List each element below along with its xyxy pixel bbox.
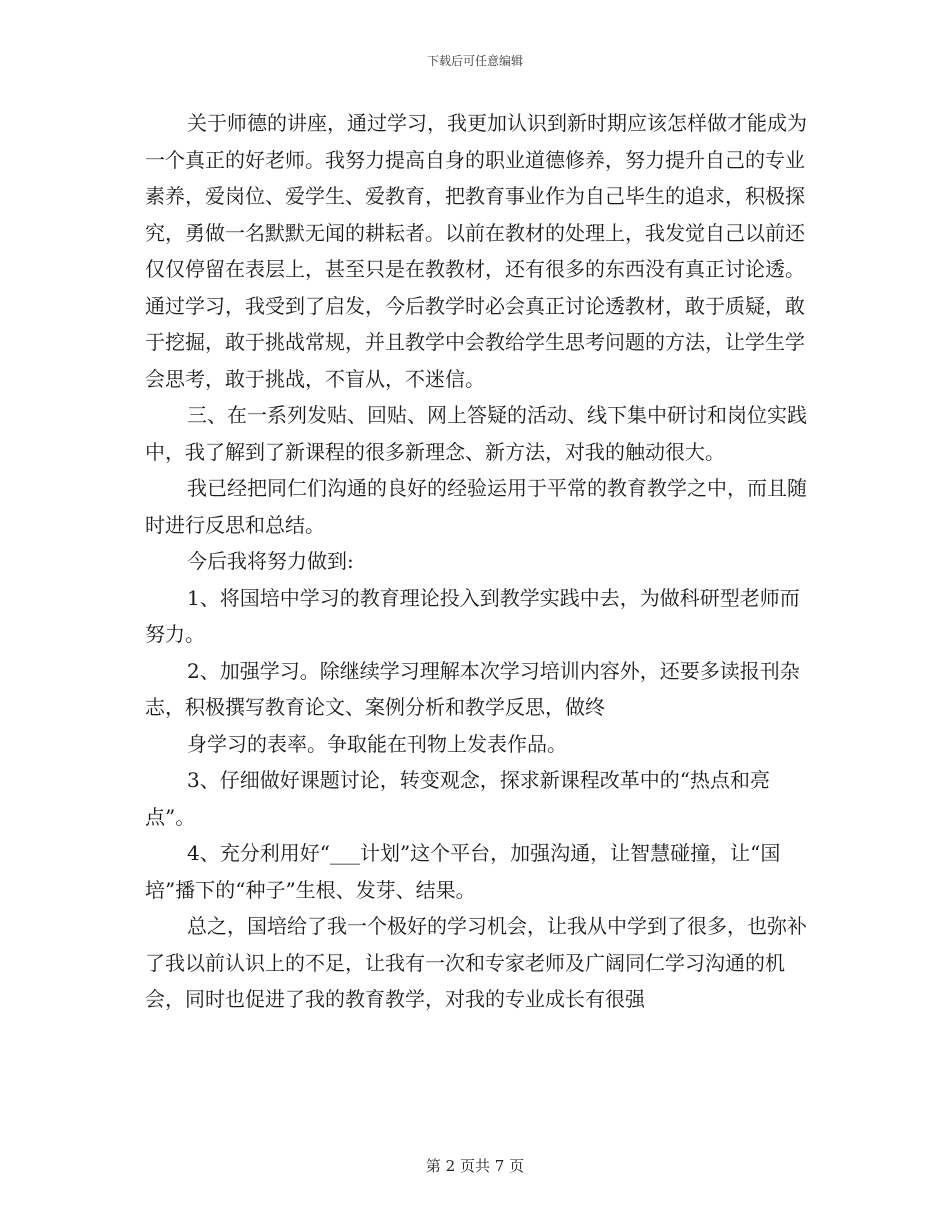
paragraph-summary: 总之，国培给了我一个极好的学习机会，让我从中学到了很多，也弥补了我以前认识上的不足，让我有一次和专家老师及广阔同仁学习沟通的机会，同时也促进了我的教育教学，对我的专业成长有很强 [145,914,807,1011]
paragraph-teacher-ethics: 关于师德的讲座，通过学习，我更加认识到新时期应该怎样做才能成为一个真正的好老师。我努力提高自身的职业道德修养，努力提升自己的专业素养，爱岗位、爱学生、爱教育，把教育事业作为自己毕生的追求，积极探究，勇做一名默默无闻的耕耘者。以前在教材的处理上，我发觉自己以前还仅仅停留在表层上，甚至只是在教教材，还有很多的东西没有真正讨论透。通过学习，我受到了启发，今后教学时必会真正讨论透教材，敢于质疑，敢于挖掘，敢于挑战常规，并且教学中会教给学生思考问题的方法，让学生学会思考，敢于挑战，不盲从，不迷信。 [145,111,807,391]
list-item-2: 2、加强学习。除继续学习理解本次学习培训内容外，还要多读报刊杂志，积极撰写教育论文、案例分析和教学反思，做终 [145,658,800,719]
paragraph-future-intro: 今后我将努力做到: [187,549,354,573]
paragraph-section-three: 三、在一系列发贴、回贴、网上答疑的活动、线下集中研讨和岗位实践中，我了解到了新课程的很多新理念、新方法，对我的触动很大。 [145,403,807,464]
list-item-1: 1、将国培中学习的教育理论投入到教学实践中去，为做科研型老师而努力。 [145,585,800,646]
list-item-4: 4、充分利用好“___计划”这个平台，加强沟通，让智慧碰撞，让“国培”播下的“种子”生根、发芽、结果。 [145,841,781,902]
page-header: 下载后可任意编辑 [426,54,523,68]
list-item-2-continued: 身学习的表率。争取能在刊物上发表作品。 [187,731,567,756]
page-number: 第 2 页共 7 页 [425,1157,525,1175]
document-body [145,105,810,1018]
list-item-3: 3、仔细做好课题讨论，转变观念，探求新课程改革中的“热点和亮点”。 [145,768,770,829]
paragraph-experience: 我已经把同仁们沟通的良好的经验运用于平常的教育教学之中，而且随时进行反思和总结。 [145,476,807,537]
